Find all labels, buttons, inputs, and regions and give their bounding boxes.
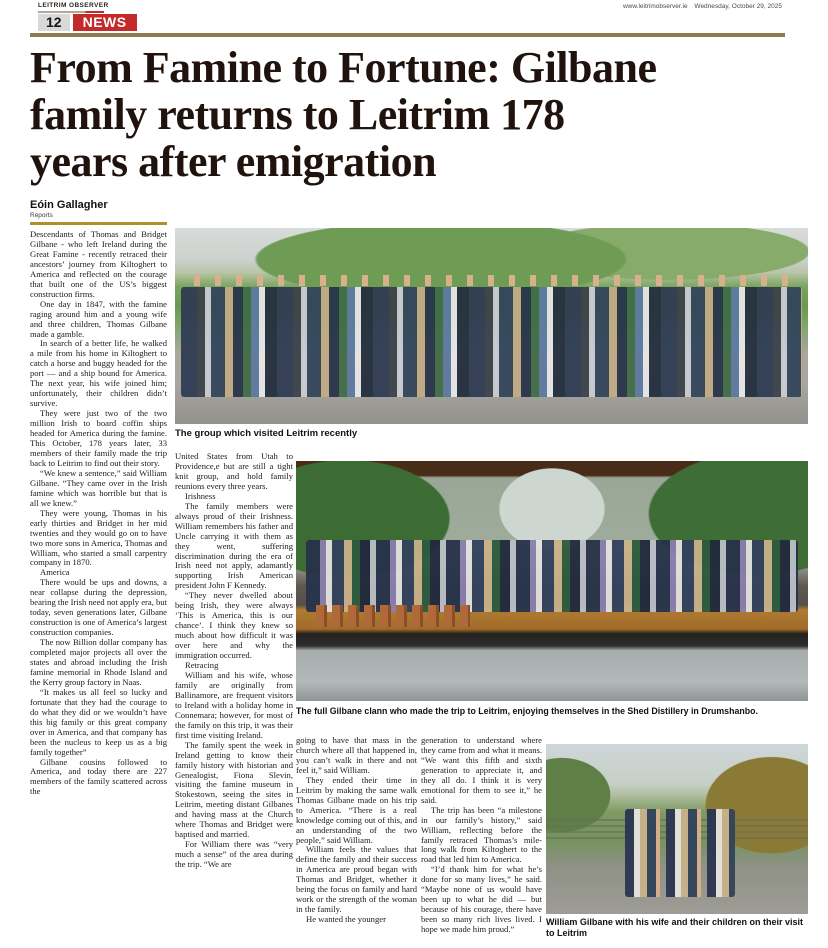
masthead-date: Wednesday, October 29, 2025: [694, 3, 782, 10]
paragraph: The trip has been “a milestone in our family’s history,” said William, reflecting before the family retraced Thomas’s mile-long walk from Kiltoghert to the road that led him to America.: [421, 804, 542, 865]
family-group-texture: [625, 809, 735, 897]
masthead-website: www.leitrimobserver.ie: [622, 3, 688, 10]
crowd-texture: [306, 540, 798, 612]
paragraph: One day in 1847, with the famine raging around him and a young wife and three children, Thomas Gilbane made a gamble.: [30, 298, 167, 339]
paragraph: They were young, Thomas in his early thirties and Bridget in her mid twenties and they would go on to have two more sons in America, Thomas and William, who started a small carpentry company in 1870.: [30, 507, 167, 568]
photo-caption-2: The full Gilbane clann who made the trip to Leitrim, enjoying themselves in the Shed Distillery in Drumshanbo.: [296, 706, 758, 716]
paragraph: United States from Utah to Providence,e but are still a tight knit group, and hold family reunions every three years.: [175, 452, 293, 491]
masthead-underline: [38, 11, 104, 13]
paragraph: William and his wife, whose family are originally from Ballinamore, are frequent visitors to Ireland with a holiday home in Connemara; however, for most of the family on this trip, it was their first time visiting Ireland.: [175, 669, 293, 740]
section-banner: NEWS: [73, 14, 137, 31]
photo-group-visit: [175, 228, 808, 424]
article-column-1: [30, 230, 167, 948]
photo-caption-1: The group which visited Leitrim recently: [175, 428, 358, 439]
paragraph: The family spent the week in Ireland getting to know their family history with historian and Genealogist, Fiona Slevin, visiting the famine museum in Stokestown, seeing the sites in Leitrim, meeting distant Gilbanes and having mass at the Church where Thomas and Bridget were baptised and married.: [175, 739, 293, 840]
paragraph: The family members were always proud of their Irishness. William remembers his father and Uncle carrying it with them as they went, suffering discrimination during the era of Irish need not apply, adamantly supporting Irish American president John F Kennedy.: [175, 500, 293, 591]
masthead-brand: LEITRIM OBSERVER: [38, 2, 109, 9]
subhead-america: America: [40, 567, 70, 578]
byline-rule: [30, 222, 167, 225]
photo-distillery: [296, 461, 808, 701]
paragraph: There would be ups and downs, a near collapse during the depression, bearing the Irish need not apply era, but today, seven generations later, Gilbane construction is one of America’s largest construction companies.: [30, 577, 167, 638]
paragraph: In search of a better life, he walked a mile from his home in Kiltoghert to catch a horse and buggy headed for the port — and a ship bound for America. The next year, his wife joined him; unfortunately, their children didn’t survive.: [30, 338, 167, 409]
paragraph: “It makes us all feel so lucky and fortunate that they had the courage to do what they did or we wouldn’t have this big family or this great company over in America, and that company has been the nucleus to keep us as a big family together”: [30, 686, 167, 757]
article-column-3: [296, 736, 417, 948]
copper-mugs-texture: [316, 605, 470, 627]
paragraph: Gilbane cousins followed to America, and today there are 227 members of the family scattered across the: [30, 756, 167, 797]
photo-william-family: [546, 744, 808, 914]
paragraph: William feels the values that define the family and their success in America are proud began with Thomas and Bridget, whether it being the focus on family and hard work or the strength of the woman in the family.: [296, 844, 417, 915]
paragraph: generation to understand where they came from and what it means. “We want this fifth and sixth generation to appreciate it, and they all do. I think it is very emotional for them to see it,” he said.: [421, 736, 542, 805]
article-column-4: [421, 736, 542, 948]
subhead-retracing: Retracing: [185, 660, 219, 671]
headline-line-2: family returns to Leitrim 178: [30, 90, 565, 139]
paragraph: Descendants of Thomas and Bridget Gilbane - who left Ireland during the Great Famine - recently retraced their ancestors’ journey from Kiltoghert to America and reflected on the courage that built one of the US’s biggest construction firms.: [30, 230, 167, 299]
byline-role: Reports: [30, 212, 53, 219]
page-section-row: [38, 14, 137, 31]
crowd-heads-texture: [188, 275, 796, 286]
paragraph: They ended their time in Leitrim by making the same walk Thomas Gilbane made on his trip to America. “There is a real knowledge coming out of this, and an understanding of the two people,” said William.: [296, 774, 417, 845]
photo-caption-3: William Gilbane with his wife and their children on their visit to Leitrim: [546, 917, 803, 938]
paragraph: “We knew a sentence,” said William Gilbane. “They came over in the Irish famine which was horrible but that is all we knew.”: [30, 467, 167, 508]
paragraph: “They never dwelled about being Irish, they were always ‘This is America, this is our chance’. I think they knew so much about how difficult it was over here and why the immigration occurred.: [175, 590, 293, 661]
paragraph: going to have that mass in the church where all that happened in, you can’t walk in there and not feel it,” said William.: [296, 736, 417, 775]
crowd-texture: [181, 287, 801, 397]
headline-line-3: years after emigration: [30, 137, 437, 186]
paragraph: They were just two of the two million Irish to board coffin ships headed for America during the famine. This October, 178 years later, 33 members of their family made the trip back to Leitrim to find out their story.: [30, 408, 167, 468]
paragraph: The now Billion dollar company has completed major projects all over the states and abroad including the Irish famine memorial in Rhode Island and the Kerry group factory in Naas.: [30, 637, 167, 687]
page-number: 12: [38, 14, 70, 31]
paragraph: He wanted the younger: [306, 914, 386, 925]
subhead-irishness: Irishness: [185, 490, 216, 501]
paragraph: For William there was “very much a sense” of the area during the trip. “We are: [175, 839, 293, 870]
article-column-2: [175, 452, 293, 948]
paragraph: “I’d thank him for what he’s done for so many lives,” he said. “Maybe none of us would have been up to what he did — but because of his courage, there have been so many rich lives lived. I hope we made him proud.”: [421, 864, 542, 935]
article-headline: [30, 44, 810, 185]
headline-line-1: From Famine to Fortune: Gilbane: [30, 43, 657, 92]
masthead-dateline: [618, 3, 782, 10]
byline-author: Eóin Gallagher: [30, 199, 108, 211]
header-rule: [30, 33, 785, 37]
